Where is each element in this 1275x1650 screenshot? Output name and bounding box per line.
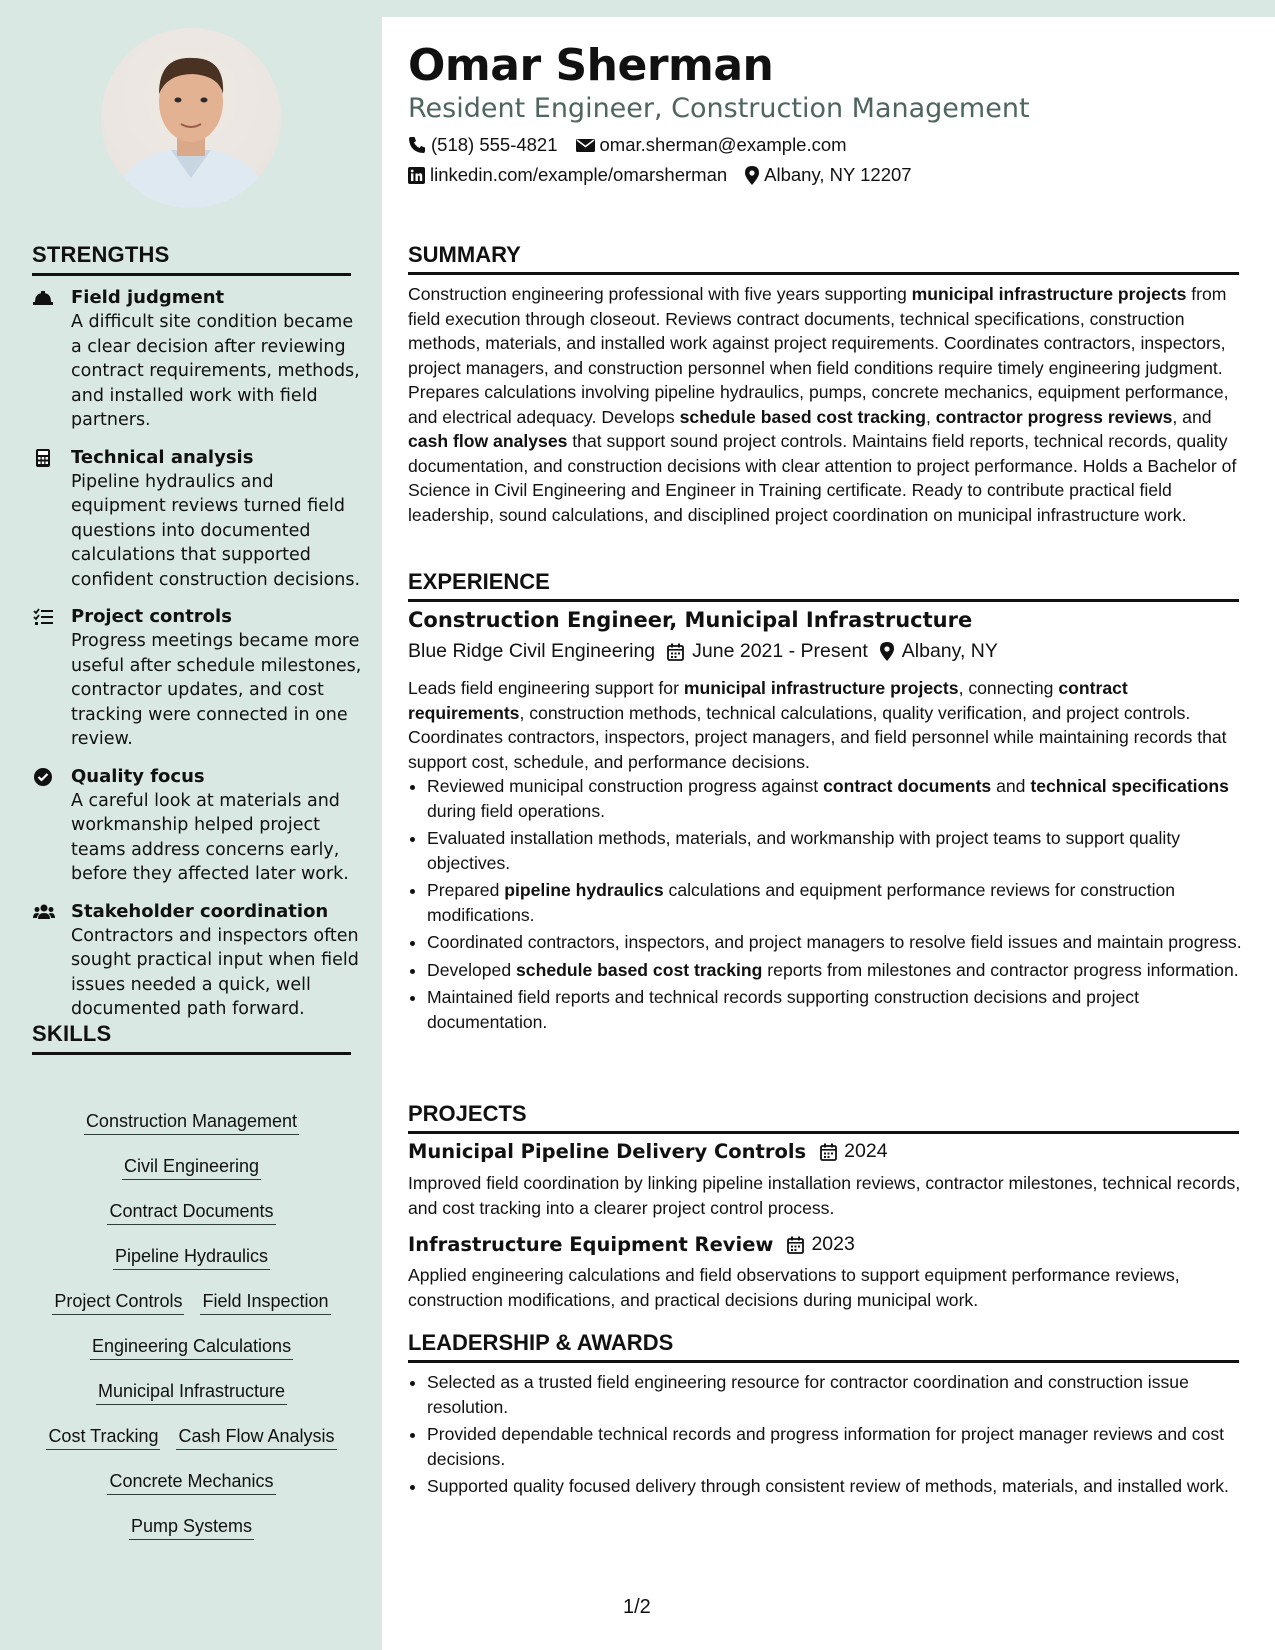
profile-photo (101, 28, 281, 208)
calendar-icon (820, 1143, 837, 1161)
skill-tag: Field Inspection (200, 1288, 330, 1315)
strength-description: Contractors and inspectors often sought practical input when field issues needed a quick, well documented path forward. (71, 925, 359, 1019)
list-item: • Maintained field reports and technical records supporting construction decisions and project documentation. (427, 985, 1262, 1034)
contact-row (408, 164, 930, 186)
project-year: 2023 (811, 1233, 855, 1255)
list-item: • Provided dependable technical records and progress information for project manager reviews and cost decisions. (427, 1422, 1262, 1471)
calculator-icon (33, 449, 53, 467)
skill-tag: Concrete Mechanics (107, 1468, 275, 1495)
list-item: • Developed schedule based cost tracking reports from milestones and contractor progress information. (427, 958, 1262, 983)
strength-title: Field judgment (71, 287, 225, 308)
list-item: • Reviewed municipal construction progress against contract documents and technical specifications during field operations. (427, 774, 1262, 823)
linkedin-icon (408, 167, 425, 184)
users-icon (33, 903, 53, 921)
job-title: Construction Engineer, Municipal Infrastructure (408, 608, 973, 632)
summary-text: Construction engineering professional with five years supporting municipal infrastructure projects from field execution through closeout. Reviews contract documents, technical specifications, construction methods, materials, and installed work against project requirements. Coordinates contractors, inspectors, project managers, and construction personnel when field conditions require timely engineering judgment. Prepares calculations involving pipeline hydraulics, pumps, concrete mechanics, equipment performance, and electrical adequacy. Develops schedule based cost tracking, contractor progress reviews, and cash flow analyses that support sound project controls. Maintains field reports, technical records, quality documentation, and construction decisions with clear attention to project performance. Holds a Bachelor of Science in Civil Engineering and Engineer in Training certificate. Ready to contribute practical field leadership, sound calculations, and disciplined project coordination on municipal infrastructure work. (408, 284, 1237, 525)
skill-tag: Pipeline Hydraulics (113, 1243, 270, 1270)
strengths-list (32, 286, 362, 1035)
skill-tag: Project Controls (52, 1288, 184, 1315)
hard-hat-icon (33, 289, 53, 307)
experience-heading: EXPERIENCE (408, 569, 1239, 602)
sidebar (0, 0, 382, 1650)
email-link[interactable]: omar.sherman@example.com (599, 134, 847, 155)
leadership-bullets (408, 1370, 1262, 1502)
strength-description: A careful look at materials and workmanship helped project teams address concerns early, before they affected later work. (71, 790, 349, 884)
location-pin-icon (745, 166, 759, 185)
skills-heading: SKILLS (32, 1021, 351, 1055)
job-intro: Leads field engineering support for municipal infrastructure projects, connecting contract requirements, construction methods, technical calculations, quality verification, and project controls. Coordinates contractors, inspectors, project managers, and field personnel while maintaining records that support cost, schedule, and performance decisions. (408, 678, 1227, 772)
list-item: • Selected as a trusted field engineering resource for contractor coordination and construction issue resolution. (427, 1370, 1262, 1419)
skill-tag: Construction Management (84, 1108, 299, 1135)
phone-text: (518) 555-4821 (431, 134, 558, 155)
job-meta (408, 640, 1010, 663)
project-description: Improved field coordination by linking pipeline installation reviews, contractor milestones, technical records, and cost tracking into a clearer project control process. (408, 1173, 1241, 1218)
job-location: Albany, NY (901, 640, 998, 662)
strength-item (32, 765, 362, 887)
phone-icon (408, 136, 426, 154)
summary-heading: SUMMARY (408, 242, 1239, 275)
linkedin-link[interactable]: linkedin.com/example/omarsherman (430, 164, 728, 185)
skill-tag: Municipal Infrastructure (96, 1378, 287, 1405)
strength-item (32, 286, 362, 433)
strength-title: Stakeholder coordination (71, 900, 329, 922)
skill-tag: Cost Tracking (46, 1423, 160, 1450)
projects-heading: PROJECTS (408, 1101, 1239, 1134)
candidate-name: Omar Sherman (408, 40, 774, 91)
list-item: • Supported quality focused delivery through consistent review of methods, materials, and installed work. (427, 1474, 1262, 1499)
skill-tag: Contract Documents (107, 1198, 275, 1225)
list-item: • Coordinated contractors, inspectors, and project managers to resolve field issues and maintain progress. (427, 930, 1262, 955)
check-circle-icon (33, 768, 53, 786)
project-year: 2024 (844, 1140, 888, 1162)
company-name: Blue Ridge Civil Engineering (408, 640, 656, 662)
job-bullets (408, 774, 1262, 1037)
location-pin-icon (880, 642, 894, 661)
skills-list (32, 1108, 351, 1558)
project-title: Infrastructure Equipment Review 2023 (408, 1233, 855, 1256)
strength-description: A difficult site condition became a clear decision after reviewing contract requirements, methods, and installed work with field partners. (71, 312, 360, 430)
skill-tag: Cash Flow Analysis (176, 1423, 336, 1450)
location-text: Albany, NY 12207 (764, 164, 912, 185)
page-number: 1/2 (623, 1596, 651, 1618)
calendar-icon (667, 643, 684, 661)
list-item: • Prepared pipeline hydraulics calculations and equipment performance reviews for construction modifications. (427, 878, 1262, 927)
strength-title: Project controls (71, 606, 232, 627)
candidate-role: Resident Engineer, Construction Management (408, 93, 1030, 124)
strength-description: Progress meetings became more useful after schedule milestones, contractor updates, and cost tracking were connected in one review. (71, 631, 362, 749)
skill-tag: Engineering Calculations (90, 1333, 293, 1360)
skill-tag: Civil Engineering (122, 1153, 261, 1180)
job-dates: June 2021 - Present (692, 640, 868, 662)
strength-item (32, 900, 362, 1022)
strength-description: Pipeline hydraulics and equipment reviews turned field questions into documented calculations that supported confident construction decisions. (71, 471, 361, 590)
list-check-icon (33, 608, 53, 626)
project-description: Applied engineering calculations and field observations to support equipment performance reviews, construction modifications, and practical decisions during municipal work. (408, 1265, 1180, 1310)
strength-item (32, 446, 362, 593)
skill-tag: Pump Systems (129, 1513, 254, 1540)
project-title: Municipal Pipeline Delivery Controls 2024 (408, 1140, 888, 1163)
envelope-icon (576, 138, 595, 153)
strengths-heading: STRENGTHS (32, 242, 351, 276)
contact-row (408, 134, 865, 156)
calendar-icon (787, 1236, 804, 1254)
list-item: • Evaluated installation methods, materials, and workmanship with project teams to support quality objectives. (427, 826, 1262, 875)
strength-title: Quality focus (71, 765, 205, 787)
strength-item (32, 605, 362, 752)
strength-title: Technical analysis (71, 446, 254, 468)
leadership-heading: LEADERSHIP & AWARDS (408, 1330, 1239, 1363)
